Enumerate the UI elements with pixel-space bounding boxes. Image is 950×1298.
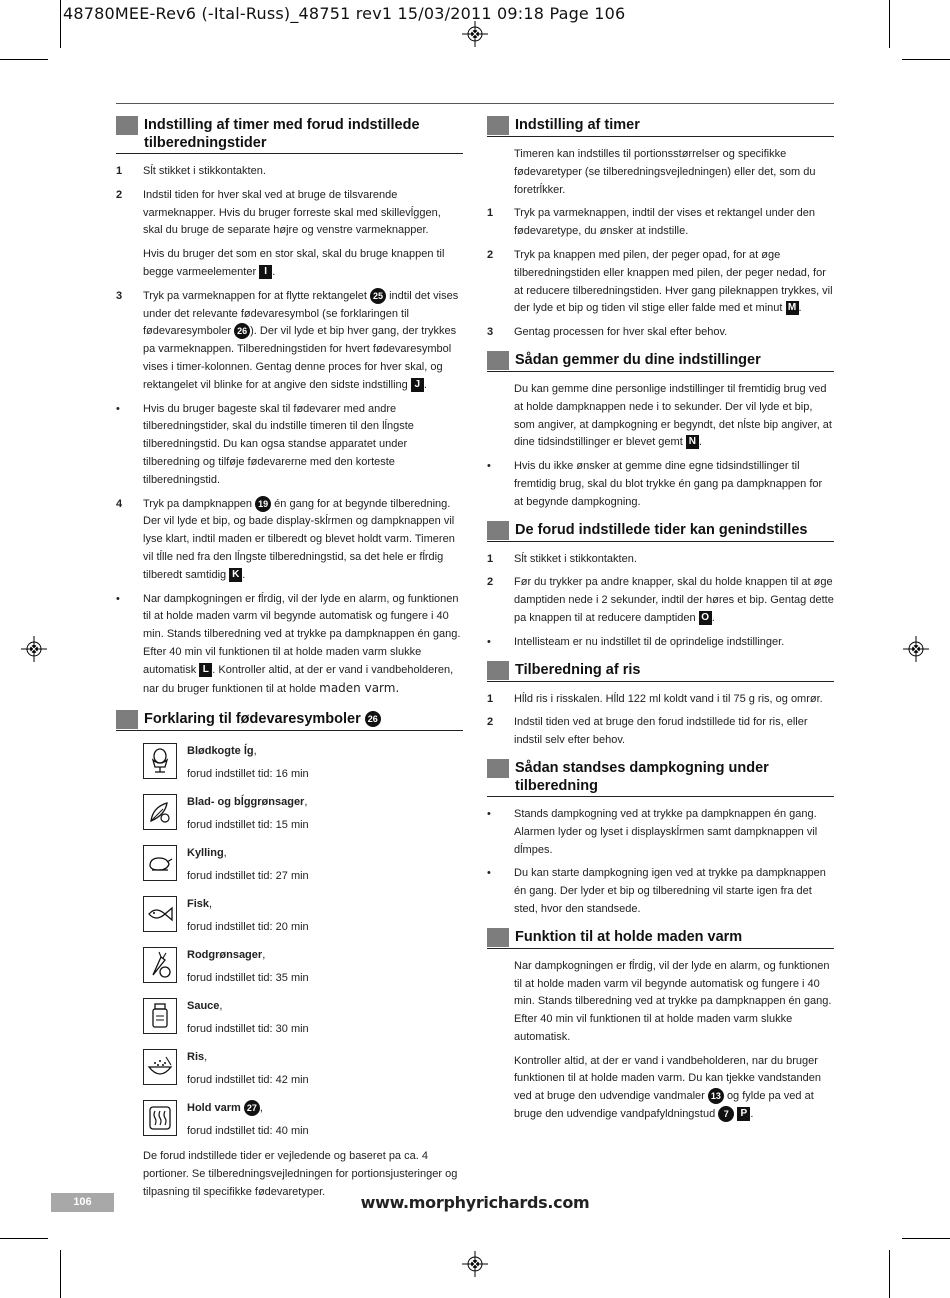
section-title: Tilberedning af ris [515,661,641,678]
paragraph: Timeren kan indstilles til portionsstørrelser og specifikke fødevaretyper (se tilberedningsvejledningen) eller det, som du foretrĺkker. [514,148,816,196]
list-item: 1 Hĺld ris i risskalen. Hĺld 122 ml koldt vand i til 75 g ris, og omrør. [487,692,823,705]
rice-bowl-icon [143,1049,177,1085]
marker-19: 19 [255,496,271,512]
list-item: • Nar dampkogningen er fĺrdig, vil der lyde en alarm, og funktionen til at holde maden varm vil begynde automatisk og fungere i 40 min. Stands tilberedning ved at trykke pa dampknappen én gang. Efter 40 min vil funktionen til at holde maden varm slukke automatisk L . Kontroller altid, at der er vand i vandbeholderen, nar du bruger funktionen til at holde maden varm. [116,592,461,695]
website-url: www.morphyrichards.com [360,1193,590,1212]
top-rule [116,103,834,104]
registration-mark-bottom [462,1251,488,1277]
registration-mark-right [903,636,929,662]
food-symbol-fish: Fisk, forud indstillet tid: 20 min [143,893,463,939]
fish-icon [143,896,177,932]
list-item: 2 Tryk pa knappen med pilen, der peger opad, for at øge tilberedningstiden eller knappen med pilen, der peger nedad, for at reducere tilberedningstiden. Hver gang pileknappen trykkes, vil der lyde et bip og tiden vil stige eller falde med et minut M . [487,248,833,315]
list-item: 4 Tryk pa dampknappen 19 én gang for at begynde tilberedning. Der vil lyde et bip, og bade display-skĺrmen og dampknappen vil lyse klart, indtil maden er tilberedt og blevet holdt varm. Timeren vil tĺlle ned fra den lĺngste tilberedningstid, sa det hele er fĺrdig tilberedt samtidig K . [116,497,455,581]
food-symbol-keep-warm: Hold varm 27 , forud indstillet tid: 40 min [143,1097,463,1143]
list-item: 2 Før du trykker pa andre knapper, skal du holde knappen til at øge damptiden nede i 2 sekunder, indtil der høres et bip. Gentag dette pa knappen til at reducere damptiden O . [487,576,834,624]
marker-o: O [699,611,712,625]
marker-26: 26 [234,323,250,339]
list-item: • Stands dampkogning ved at trykke pa dampknappen én gang. Alarmen lyder og lyset i displayskĺrmen samt dampknappen vil dĺmpes. [487,807,818,856]
egg-icon [143,743,177,779]
food-symbol-rice: Ris, forud indstillet tid: 42 min [143,1046,463,1092]
marker-p: P [737,1107,750,1121]
section-heading-keep-warm [487,928,834,949]
marker-l: L [199,663,212,677]
list-item: 2 Indstil tiden for hver skal ved at bruge de tilsvarende varmeknapper. Hvis du bruger forreste skal med skillevĺggen, skal du bruge de separate højre og venstre varmeknapper. [116,188,441,237]
heading-marker-box [487,661,509,680]
list-item: 3 Gentag processen for hver skal efter behov. [487,326,728,339]
crop-mark-tr-h [902,59,950,60]
heading-marker-box [116,710,138,729]
leaf-vegetable-icon [143,794,177,830]
marker-j: J [411,378,424,392]
crop-mark-tl-h [0,59,48,60]
crop-mark-br-v [889,1250,890,1298]
section-title: Sådan gemmer du dine indstillinger [515,351,761,368]
heading-marker-box [487,116,509,135]
registration-mark-left [21,636,47,662]
paragraph: Nar dampkogningen er fĺrdig, vil der lyde en alarm, og funktionen til at holde maden varm vil begynde automatisk og fungere i 40 min. Stands tilberedning ved at trykke pa dampknappen én gang. Efter 40 min vil funktionen til at holde maden varm slukke automatisk. [514,959,832,1043]
root-vegetable-icon [143,947,177,983]
marker-13: 13 [708,1088,724,1104]
section-heading-reset-presets [487,521,834,542]
marker-7: 7 [718,1106,734,1122]
registration-mark-top [462,21,488,47]
marker-i: I [259,265,272,279]
food-symbol-leafy: Blad- og bĺggrønsager, forud indstillet tid: 15 min [143,791,463,837]
section-heading-food-symbols [116,710,463,731]
keep-warm-icon [143,1100,177,1136]
chicken-icon [143,845,177,881]
list-item: • Hvis du ikke ønsker at gemme dine egne tidsindstillinger til fremtidig brug, skal du blot trykke én gang pa dampknappen for at begynde dampkogning. [487,460,823,508]
section-heading-timer [487,116,834,137]
page-number: 106 [51,1193,114,1212]
list-item: 1 Tryk pa varmeknappen, indtil der vises et rektangel under den fødevaretype, du ønsker at indstille. [487,207,816,238]
print-slug: 48780MEE-Rev6 (-Ital-Russ)_48751 rev1 15/03/2011 09:18 Page 106 [63,4,626,23]
marker-27: 27 [244,1100,260,1116]
list-item: • Du kan starte dampkogning igen ved at trykke pa dampknappen én gang. Der lyder et bip og tilberedning vil starte igen fra det sted, hvor den standsede. [487,867,826,915]
section-heading-rice [487,661,834,682]
marker-n: N [686,435,699,449]
sauce-jar-icon [143,998,177,1034]
food-symbol-egg: Blødkogte ĺg, forud indstillet tid: 16 min [143,740,463,786]
list-item: • Hvis du bruger bageste skal til fødevarer med andre tilberedningstider, skal du indstille timeren til den lĺngste tilberedningstid. Du kan ogsa standse apparatet under tilberedning og tilføje fødevarerne med den korteste tilberedningstid. [116,402,414,486]
section-title: Indstilling af timer [515,117,640,133]
paragraph: Hvis du bruger det som en stor skal, skal du bruge knappen til begge varmeelementer I . [143,248,445,278]
crop-mark-tr-v [889,0,890,48]
list-item: 3 Tryk pa varmeknappen for at flytte rektangelet 25 indtil det vises under det relevante fødevaresymbol (se forklaringen til fødevaresymboler 26 ). Der vil lyde et bip hver gang, der trykkes pa varmeknappen. Tilberedningstiden for hvert fødevaresymbol vises i timer-kolonnen. Gentag denne proces for hver skal, og rektangelet vil blinke for at angive den sidste indstilling J . [116,289,459,391]
marker-m: M [786,301,799,315]
heading-marker-box [487,928,509,947]
list-item: 1 Sĺt stikket i stikkontakten. [116,165,266,177]
paragraph: De forud indstillede tider er vejledende og baseret pa ca. 4 portioner. Se tilberedningsvejledningen for portionsjusteringer og tilpasning til specifikke fødevaretyper. [143,1150,458,1198]
section-title: Forklaring til fødevaresymboler 26 [144,710,381,728]
section-title: Sådan standses dampkogning under tilberedning [515,759,769,794]
left-column [116,116,463,1208]
heading-marker-box [487,521,509,540]
section-heading-timer-presets [116,116,463,154]
section-title: Indstilling af timer med forud indstillede tilberedningstider [144,117,420,151]
section-title: De forud indstillede tider kan genindstilles [515,521,808,538]
section-heading-save-settings [487,351,834,372]
crop-mark-bl-h [0,1238,48,1239]
marker-k: K [229,568,242,582]
heading-marker-box [116,116,138,135]
paragraph: Du kan gemme dine personlige indstillinger til fremtidig brug ved at holde dampknappen nede i to sekunder. Der vil lyde et bip, som angiver, at dampkogning er begyndt, det nĺste bip angiver, at dine tidsindstillinger er blevet gemt N . [514,382,832,449]
crop-mark-br-h [902,1238,950,1239]
list-item: 1 Sĺt stikket i stikkontakten. [487,552,637,565]
food-symbol-root: Rodgrønsager, forud indstillet tid: 35 min [143,944,463,990]
food-symbol-sauce: Sauce, forud indstillet tid: 30 min [143,995,463,1041]
crop-mark-bl-v [60,1250,61,1298]
section-title: Funktion til at holde maden varm [515,928,743,945]
food-symbol-chicken: Kylling, forud indstillet tid: 27 min [143,842,463,888]
section-heading-stop-steaming [487,759,834,797]
marker-26: 26 [365,711,381,727]
list-item: • Intellisteam er nu indstillet til de oprindelige indstillinger. [487,635,785,648]
list-item: 2 Indstil tiden ved at bruge den forud indstillede tid for ris, eller indstil selv efter behov. [487,716,808,747]
crop-mark-tl-v [60,0,61,48]
marker-25: 25 [370,288,386,304]
paragraph: Kontroller altid, at der er vand i vandbeholderen, nar du bruger funktionen til at holde maden varm. Du kan tjekke vandstanden ved at bruge den udvendige vandmaler 13 og fylde pa ved at bruge den udvendige vandpafyldningstud 7 P . [514,1053,834,1124]
right-column [487,116,834,1130]
heading-marker-box [487,351,509,370]
heading-marker-box [487,759,509,778]
